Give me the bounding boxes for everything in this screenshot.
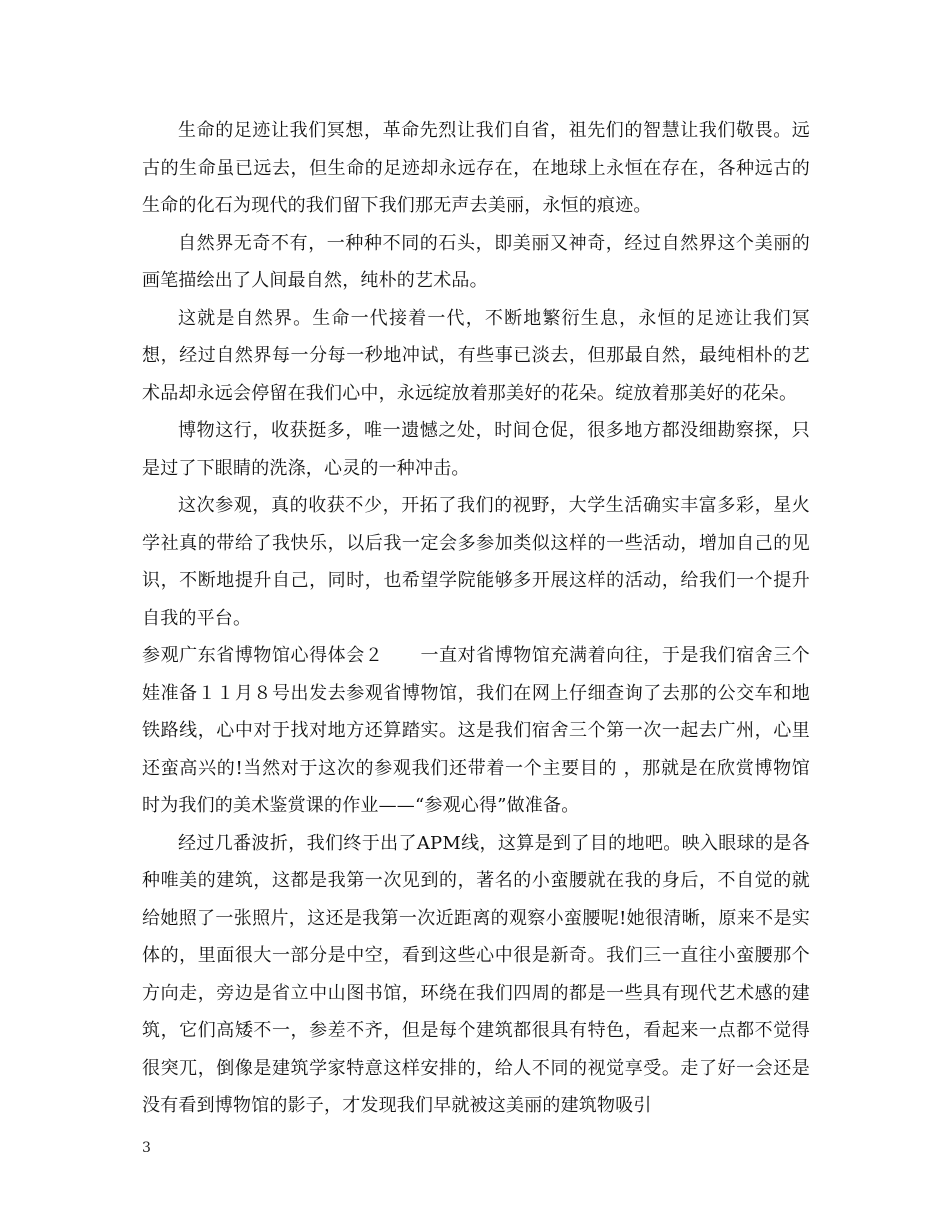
paragraph-3: 这就是自然界。生命一代接着一代，不断地繁衍生息，永恒的足迹让我们冥想，经过自然界每一分每一秒地冲试，有些事已淡去，但那最自然，最纯相朴的艺术品却永远会停留在我们心中，永远绽放着那美好的花朵。绽放着那美好的花朵。 [142,307,810,404]
paragraph-2: 自然界无奇不有，一种种不同的石头，即美丽又神奇，经过自然界这个美丽的画笔描绘出了人间最自然，纯朴的艺术品。 [142,232,810,291]
paragraph-6-section-start: 参观广东省博物馆心得体会２ 一直对省博物馆充满着向往，于是我们宿舍三个娃准备１１月８号出发去参观省博物馆，我们在网上仔细查询了去那的公交车和地铁路线，心中对于找对地方还算踏实。这是我们宿舍三个第一次一起去广州，心里还蛮高兴的!当然对于这次的参观我们还带着一个主要目的 ，那就是在欣赏博物馆时为我们的美术鉴赏课的作业——“参观心得”做准备。 [142,645,810,816]
paragraph-7: 经过几番波折，我们终于出了APM线，这算是到了目的地吧。映入眼球的是各种唯美的建筑，这都是我第一次见到的，著名的小蛮腰就在我的身后，不自觉的就给她照了一张照片，这还是我第一次近距离的观察小蛮腰呢!她很清晰，原来不是实体的，里面很大一部分是中空，看到这些心中很是新奇。我们三一直往小蛮腰那个方向走，旁边是省立中山图书馆，环绕在我们四周的都是一些具有现代艺术感的建筑，它们高矮不一，参差不齐，但是每个建筑都很具有特色，看起来一点都不觉得很突兀，倒像是建筑学家特意这样安排的，给人不同的视觉享受。走了好一会还是没有看到博物馆的影子，才发现我们早就被这美丽的建筑物吸引 [142,832,810,1116]
paragraph-5: 这次参观，真的收获不少，开拓了我们的视野，大学生活确实丰富多彩，星火学社真的带给了我快乐，以后我一定会多参加类似这样的一些活动，增加自己的见识，不断地提升自己，同时，也希望学院能够多开展这样的活动，给我们一个提升自我的平台。 [142,495,810,629]
paragraph-1: 生命的足迹让我们冥想，革命先烈让我们自省，祖先们的智慧让我们敬畏。远古的生命虽已远去，但生命的足迹却永远存在，在地球上永恒在存在，各种远古的生命的化石为现代的我们留下我们那无声去美丽，永恒的痕迹。 [142,120,810,216]
page-number: 3 [142,1140,151,1156]
paragraph-4: 博物这行，收获挺多，唯一遗憾之处，时间仓促，很多地方都没细勘察探，只是过了下眼睛的洗涤，心灵的一种冲击。 [142,420,810,479]
document-body [142,112,810,1125]
